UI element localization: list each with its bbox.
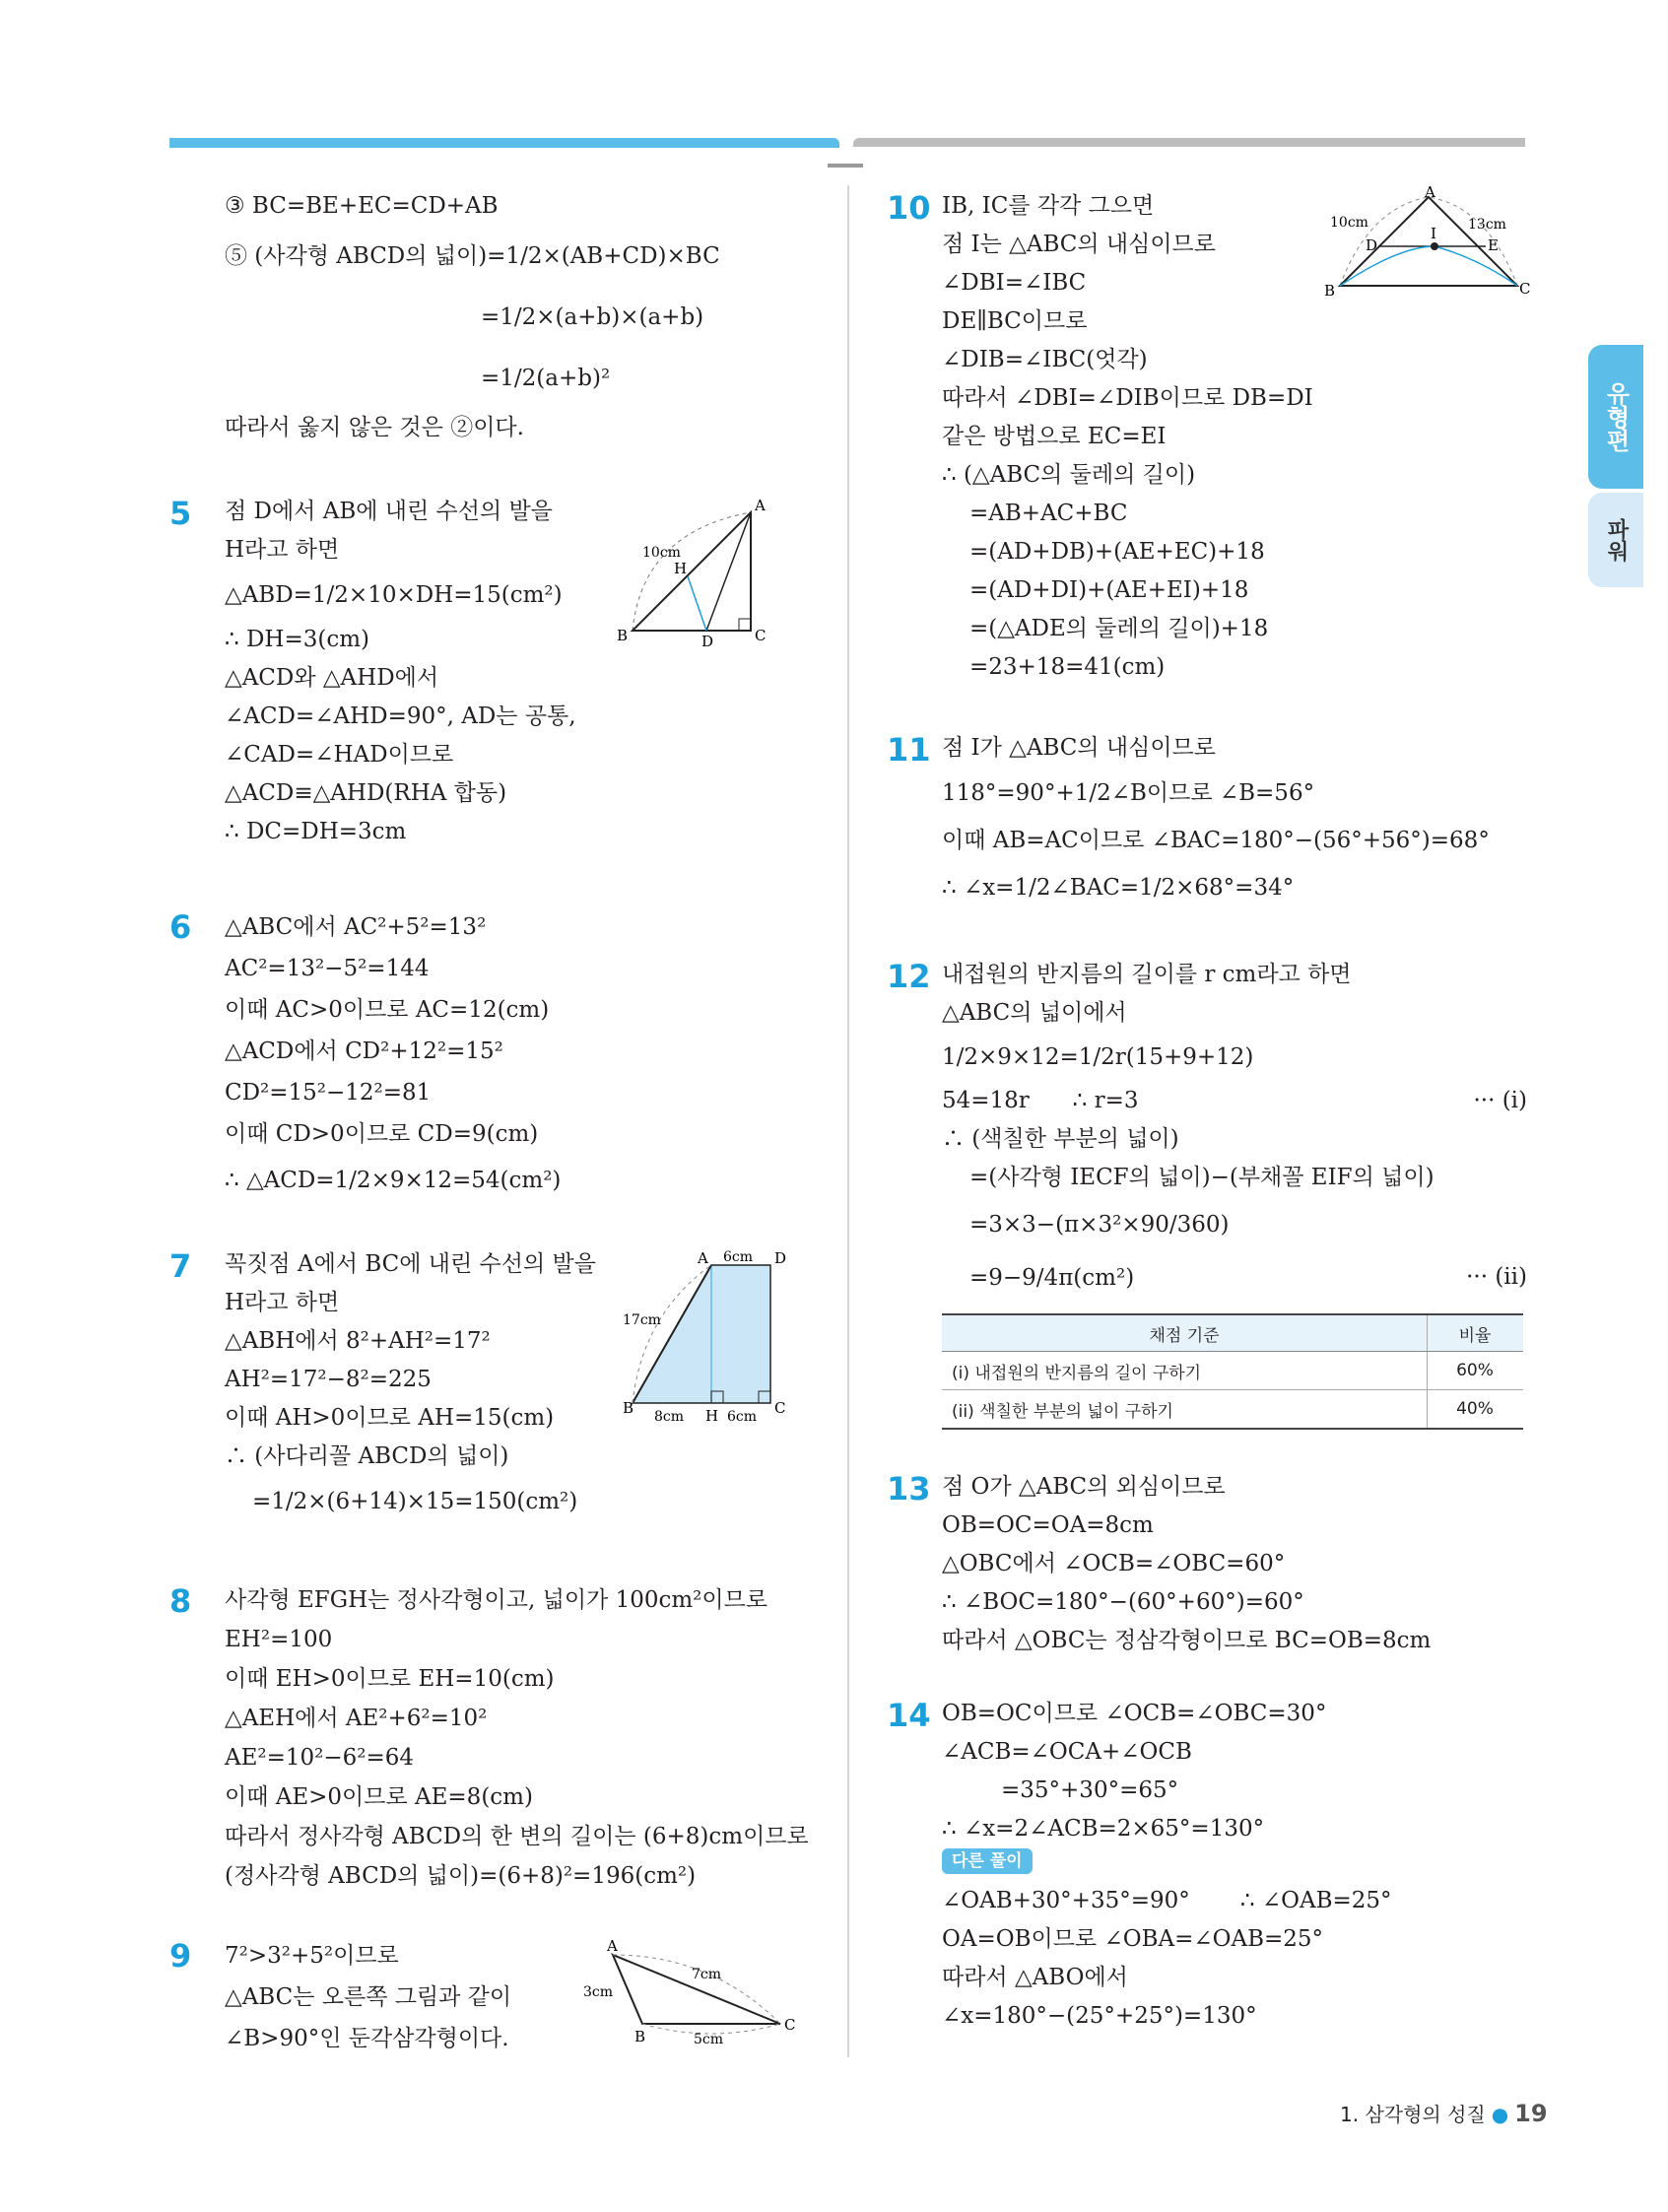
p7-label-d: D	[774, 1249, 787, 1267]
p9-label-bc: 5cm	[694, 2032, 724, 2047]
table-header-row	[942, 1314, 1523, 1352]
p12-line: 54=18r ∴ r=3	[942, 1088, 1139, 1113]
p10-line: ∴ (△ABC의 둘레의 길이)	[942, 462, 1196, 488]
p12-line: △ABC의 넓이에서	[942, 1000, 1127, 1026]
problem-number: 13	[887, 1470, 931, 1508]
p11-lines	[942, 729, 1527, 913]
side-tab-type: 유형편	[1588, 345, 1643, 489]
p9-figure	[583, 1935, 800, 2053]
p10-line: =(AD+DB)+(AE+EC)+18	[969, 539, 1265, 565]
problem-number: 8	[169, 1582, 192, 1620]
p10-label-ac: 13cm	[1468, 217, 1506, 233]
alt-solution-row	[942, 1848, 1527, 1882]
p5-label-b: B	[617, 627, 629, 644]
p14-alt-line: ∠x=180°−(25°+25°)=130°	[942, 2003, 1257, 2029]
table-header-criteria: 채점 기준	[942, 1314, 1428, 1352]
p5-line: △ABD=1/2×10×DH=15(cm²)	[225, 582, 563, 608]
p7-label-h: H	[705, 1407, 719, 1425]
problem-9	[169, 1935, 830, 2063]
p14-alt-line: 따라서 △ABO에서	[942, 1965, 1128, 1990]
p8-line: (정사각형 ABCD의 넓이)=(6+8)²=196(cm²)	[225, 1863, 697, 1889]
p5-line-dh	[688, 576, 706, 631]
p4-line-5: 따라서 옳지 않은 것은 ②이다.	[225, 415, 524, 440]
p7-label-top: 6cm	[723, 1249, 754, 1265]
p12-line: =(사각형 IECF의 넓이)−(부채꼴 EIF의 넓이)	[969, 1165, 1434, 1190]
p10-label-b: B	[1324, 282, 1336, 300]
p9-label-ac: 7cm	[692, 1967, 722, 1982]
p9-line: △ABC는 오른쪽 그림과 같이	[225, 1984, 512, 2010]
problem-number: 5	[169, 495, 192, 532]
p6-line: CD²=15²−12²=81	[225, 1080, 432, 1106]
p7-label-bottom-left: 8cm	[654, 1409, 685, 1425]
problem-number: 6	[169, 908, 192, 946]
p8-line: 사각형 EFGH는 정사각형이고, 넓이가 100cm²이므로	[225, 1587, 768, 1613]
p4-line-4: =1/2(a+b)²	[481, 366, 611, 391]
p12-line: =9−9/4π(cm²)	[969, 1265, 1135, 1291]
p5-line: ∠CAD=∠HAD이므로	[225, 742, 454, 768]
p5-triangle	[633, 512, 751, 631]
table-row	[942, 1390, 1523, 1430]
problem-8	[169, 1580, 830, 1906]
p5-label-c: C	[755, 627, 767, 644]
p11-line: ∴ ∠x=1/2∠BAC=1/2×68°=34°	[942, 875, 1295, 901]
p6-line: AC²=13²−5²=144	[225, 956, 430, 981]
p8-line: EH²=100	[225, 1627, 333, 1652]
problem-11	[887, 729, 1527, 916]
p7-label-left: 17cm	[623, 1312, 661, 1328]
problem-10	[887, 183, 1531, 700]
p5-figure	[603, 493, 800, 650]
p8-line: AE²=10²−6²=64	[225, 1745, 415, 1771]
alt-solution-badge: 다른 풀이	[942, 1848, 1033, 1874]
p4-line-2: ⑤ (사각형 ABCD의 넓이)=1/2×(AB+CD)×BC	[225, 243, 720, 269]
p6-line: ∴ △ACD=1/2×9×12=54(cm²)	[225, 1168, 562, 1193]
p8-line: 이때 EH>0이므로 EH=10(cm)	[225, 1666, 555, 1692]
p14-alt-line: ∠OAB+30°+35°=90° ∴ ∠OAB=25°	[942, 1888, 1392, 1913]
p10-line: ∠DIB=∠IBC(엇각)	[942, 347, 1148, 372]
p9-triangle	[613, 1955, 780, 2024]
p12-line: 1/2×9×12=1/2r(15+9+12)	[942, 1044, 1254, 1070]
p11-line: 118°=90°+1/2∠B이므로 ∠B=56°	[942, 780, 1315, 806]
problem-4-continued	[169, 187, 830, 463]
problem-number: 7	[169, 1247, 192, 1285]
table-cell: (i) 내접원의 반지름의 길이 구하기	[942, 1352, 1428, 1390]
p12-mark-1: ··· (i)	[1473, 1088, 1527, 1113]
p14-line: OB=OC이므로 ∠OCB=∠OBC=30°	[942, 1701, 1327, 1726]
p8-line: △AEH에서 AE²+6²=10²	[225, 1706, 488, 1731]
problem-number: 12	[887, 958, 931, 995]
page-footer	[1340, 2099, 1548, 2127]
p9-label-ab: 3cm	[583, 1984, 614, 2000]
problem-12	[887, 956, 1527, 1448]
p5-label-length: 10cm	[642, 545, 681, 561]
p12-line-with-mark	[942, 1082, 1527, 1120]
p7-label-b: B	[623, 1399, 634, 1417]
footer-chapter: 1. 삼각형의 성질	[1340, 2103, 1486, 2126]
p13-line: 점 O가 △ABC의 외심이므로	[942, 1474, 1226, 1500]
problem-5	[169, 493, 830, 877]
p10-line: =(AD+DI)+(AE+EI)+18	[969, 577, 1249, 603]
p12-mark-2: ··· (ii)	[1466, 1264, 1527, 1290]
footer-dot-icon: ●	[1491, 2103, 1509, 2126]
p7-label-bottom-right: 6cm	[727, 1409, 758, 1425]
p10-figure	[1310, 183, 1531, 315]
p13-lines	[942, 1468, 1527, 1660]
p11-line: 점 I가 △ABC의 내심이므로	[942, 735, 1216, 761]
p10-line: 따라서 ∠DBI=∠DIB이므로 DB=DI	[942, 385, 1313, 411]
p6-line: △ABC에서 AC²+5²=13²	[225, 914, 487, 940]
p14-line: ∴ ∠x=2∠ACB=2×65°=130°	[942, 1816, 1265, 1842]
p5-label-a: A	[755, 497, 766, 514]
p12-line-with-mark	[942, 1252, 1527, 1304]
problem-14	[887, 1695, 1527, 2049]
p7-label-a: A	[698, 1249, 708, 1267]
p12-line: =3×3−(π×3²×90/360)	[969, 1212, 1230, 1238]
p10-line: IB, IC를 각각 그으면	[942, 193, 1155, 219]
p10-line: =23+18=41(cm)	[969, 654, 1166, 680]
p10-line: =AB+AC+BC	[969, 501, 1128, 526]
p7-figure	[623, 1245, 800, 1433]
left-column	[169, 187, 830, 2063]
p10-line: DE∥BC이므로	[942, 308, 1088, 334]
p10-label-d: D	[1366, 236, 1378, 254]
table-header-ratio: 비율	[1428, 1314, 1524, 1352]
scoring-table	[942, 1313, 1523, 1430]
p6-line: 이때 AC>0이므로 AC=12(cm)	[225, 997, 550, 1023]
side-tab-power: 파워	[1588, 493, 1643, 587]
page-number: 19	[1514, 2100, 1548, 2127]
table-cell: 60%	[1428, 1352, 1524, 1390]
p12-line: ∴ (색칠한 부분의 넓이)	[942, 1126, 1179, 1152]
p9-line: 7²>3²+5²이므로	[225, 1943, 399, 1969]
p7-line: H라고 하면	[225, 1290, 340, 1315]
p10-label-e: E	[1488, 236, 1499, 254]
p5-label-h: H	[674, 560, 688, 577]
p14-lines	[942, 1695, 1527, 2036]
p14-alt-line: OA=OB이므로 ∠OBA=∠OAB=25°	[942, 1926, 1324, 1952]
p13-line: ∴ ∠BOC=180°−(60°+60°)=60°	[942, 1589, 1304, 1615]
p8-line: 이때 AE>0이므로 AE=8(cm)	[225, 1784, 533, 1810]
p5-line-ad	[706, 512, 751, 631]
p5-line: ∠ACD=∠AHD=90°, AD는 공통,	[225, 704, 576, 729]
p12-lines	[942, 956, 1527, 1430]
table-cell: 40%	[1428, 1390, 1524, 1430]
p7-line: AH²=17²−8²=225	[225, 1367, 432, 1392]
p7-line: =1/2×(6+14)×15=150(cm²)	[252, 1489, 578, 1514]
p10-label-i: I	[1431, 225, 1436, 242]
p14-line: ∠ACB=∠OCA+∠OCB	[942, 1739, 1192, 1765]
p5-line: △ACD와 △AHD에서	[225, 665, 439, 691]
problem-7	[169, 1245, 830, 1551]
p4-line-1: ③ BC=BE+EC=CD+AB	[225, 193, 499, 219]
p7-trapezoid	[633, 1265, 770, 1403]
p10-line: ∠DBI=∠IBC	[942, 270, 1087, 296]
p9-label-b: B	[634, 2028, 646, 2045]
header-bar-right	[853, 138, 1525, 147]
p10-incenter-point	[1431, 242, 1438, 250]
p5-right-angle	[739, 619, 751, 631]
p14-line: =35°+30°=65°	[1001, 1777, 1179, 1803]
p7-line: ∴ (사다리꼴 ABCD의 넓이)	[225, 1443, 509, 1469]
problem-number: 11	[887, 731, 931, 769]
p10-line: 점 I는 △ABC의 내심이므로	[942, 232, 1216, 257]
problem-6	[169, 906, 830, 1202]
p13-line: △OBC에서 ∠OCB=∠OBC=60°	[942, 1551, 1286, 1576]
p10-label-c: C	[1519, 280, 1531, 298]
p5-line: ∴ DH=3(cm)	[225, 627, 369, 652]
table-row	[942, 1352, 1523, 1390]
p5-line: 점 D에서 AB에 내린 수선의 발을	[225, 499, 553, 524]
p9-label-a: A	[607, 1937, 618, 1955]
p9-label-c: C	[784, 2016, 796, 2034]
p6-lines	[225, 906, 830, 1206]
p9-line: ∠B>90°인 둔각삼각형이다.	[225, 2026, 509, 2051]
p13-line: 따라서 △OBC는 정삼각형이므로 BC=OB=8cm	[942, 1628, 1432, 1653]
p7-line: 이때 AH>0이므로 AH=15(cm)	[225, 1405, 555, 1431]
p13-line: OB=OC=OA=8cm	[942, 1512, 1154, 1538]
p5-line: △ACD≡△AHD(RHA 합동)	[225, 780, 507, 806]
p12-line: 내접원의 반지름의 길이를 r cm라고 하면	[942, 962, 1352, 987]
p8-lines	[225, 1580, 830, 1896]
p5-line: H라고 하면	[225, 537, 340, 563]
side-tab	[1588, 345, 1643, 587]
problem-number: 14	[887, 1697, 931, 1734]
header-bar-left	[169, 138, 839, 148]
p5-line: ∴ DC=DH=3cm	[225, 819, 407, 844]
p10-line: =(△ADE의 둘레의 길이)+18	[969, 616, 1269, 641]
p10-line: 같은 방법으로 EC=EI	[942, 424, 1167, 449]
p11-line: 이때 AB=AC이므로 ∠BAC=180°−(56°+56°)=68°	[942, 828, 1490, 853]
table-cell: (ii) 색칠한 부분의 넓이 구하기	[942, 1390, 1428, 1430]
column-divider	[847, 185, 849, 2057]
p7-line: 꼭짓점 A에서 BC에 내린 수선의 발을	[225, 1251, 596, 1277]
p7-line: △ABH에서 8²+AH²=17²	[225, 1328, 491, 1354]
p10-label-ab: 10cm	[1330, 215, 1368, 231]
problem-number: 9	[169, 1937, 192, 1975]
problem-13	[887, 1468, 1527, 1675]
p4-line-3: =1/2×(a+b)×(a+b)	[481, 304, 704, 330]
p6-line: △ACD에서 CD²+12²=15²	[225, 1039, 503, 1064]
p8-line: 따라서 정사각형 ABCD의 한 변의 길이는 (6+8)cm이므로	[225, 1824, 809, 1849]
p7-label-c: C	[774, 1399, 786, 1417]
p10-label-a: A	[1425, 183, 1435, 201]
problem-number: 10	[887, 189, 931, 227]
p6-line: 이때 CD>0이므로 CD=9(cm)	[225, 1121, 539, 1147]
p5-label-d: D	[701, 633, 714, 650]
right-column	[887, 183, 1531, 2049]
